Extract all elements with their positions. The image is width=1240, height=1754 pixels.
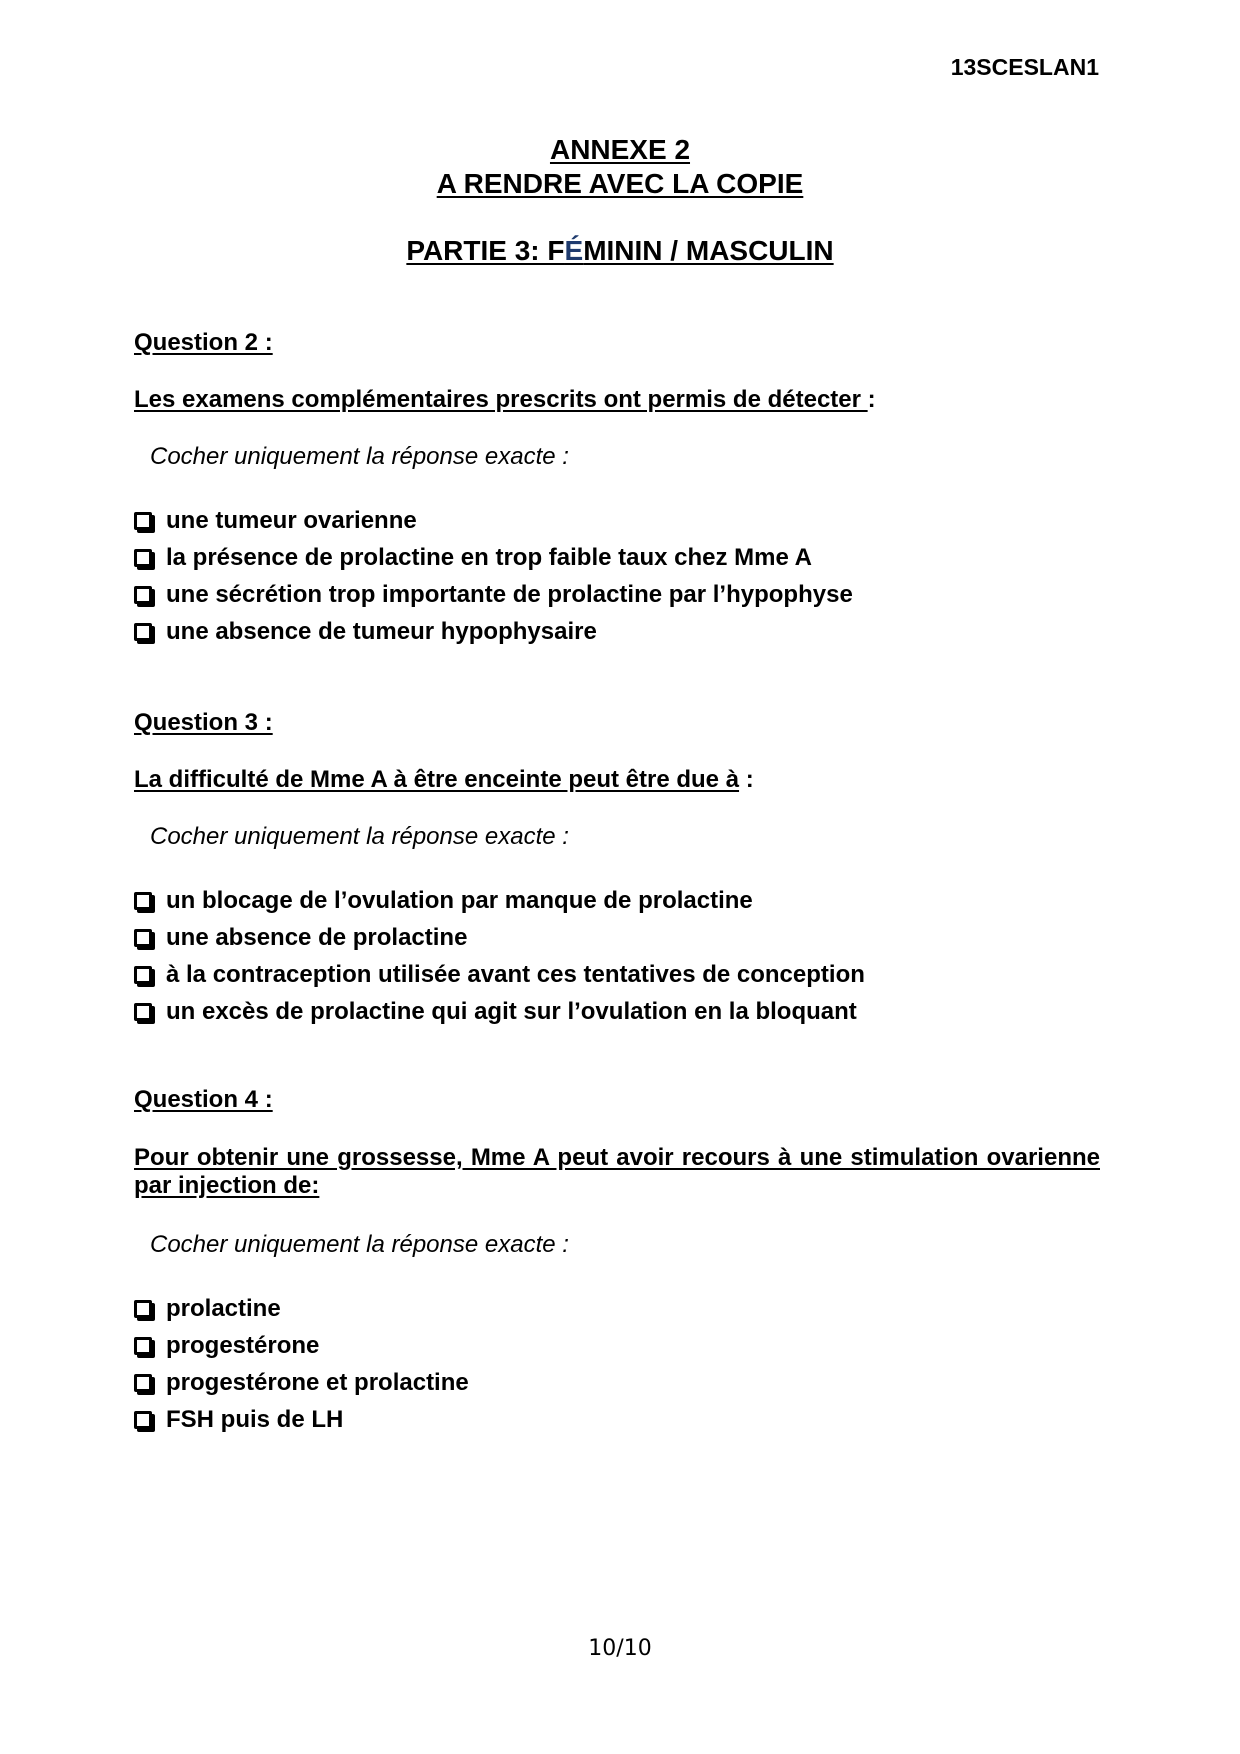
option-label: progestérone et prolactine [166,1369,469,1396]
part-title [0,235,1240,267]
question-2-prompt-tail: : [867,386,876,413]
q4-option-3 [134,1369,469,1397]
part-title-accent: É [564,235,584,266]
checkbox[interactable] [134,892,152,910]
question-3-prompt-text: La difficulté de Mme A à être enceinte peut être due à [134,766,740,793]
question-4-instruction: Cocher uniquement la réponse exacte : [150,1231,569,1258]
question-2-heading: Question 2 : [134,329,273,356]
q3-option-1 [134,887,753,915]
question-4-heading: Question 4 : [134,1086,273,1113]
checkbox[interactable] [134,966,152,984]
checkbox[interactable] [134,1300,152,1318]
option-label: à la contraception utilisée avant ces tentatives de conception [166,961,865,988]
annex-title: ANNEXE 2 [549,134,691,165]
checkbox[interactable] [134,1337,152,1355]
checkbox[interactable] [134,1003,152,1021]
question-2-prompt [134,386,876,414]
question-2-prompt-text: Les examens complémentaires prescrits ont permis de détecter [134,386,868,413]
question-2-instruction: Cocher uniquement la réponse exacte : [150,443,569,470]
checkbox[interactable] [134,512,152,530]
question-3-prompt-tail: : [739,766,754,793]
page-number: 10/10 [588,1636,652,1661]
checkbox[interactable] [134,586,152,604]
q3-option-2 [134,924,467,952]
option-label: FSH puis de LH [166,1406,344,1433]
option-label: un blocage de l’ovulation par manque de prolactine [166,887,753,914]
checkbox[interactable] [134,1411,152,1429]
option-label: une absence de prolactine [166,924,468,951]
option-label: un excès de prolactine qui agit sur l’ovulation en la bloquant [166,998,857,1025]
question-4-prompt: Pour obtenir une grossesse, Mme A peut avoir recours à une stimulation ovarienne par injection de: [134,1144,1100,1199]
checkbox[interactable] [134,549,152,567]
option-label: la présence de prolactine en trop faible taux chez Mme A [166,544,812,571]
q4-option-1 [134,1295,281,1323]
question-3-heading: Question 3 : [134,709,273,736]
option-label: une absence de tumeur hypophysaire [166,618,597,645]
q2-option-3 [134,581,853,609]
question-3-instruction: Cocher uniquement la réponse exacte : [150,823,569,850]
document-code: 13SCESLAN1 [950,54,1099,80]
checkbox[interactable] [134,1374,152,1392]
option-label: progestérone [166,1332,320,1359]
option-label: une tumeur ovarienne [166,507,417,534]
q2-option-2 [134,544,812,572]
q3-option-3 [134,961,865,989]
q4-option-2 [134,1332,319,1360]
checkbox[interactable] [134,623,152,641]
q2-option-1 [134,507,417,535]
part-title-prefix: PARTIE 3: F [406,235,565,266]
q3-option-4 [134,998,857,1026]
question-3-prompt [134,766,754,794]
option-label: prolactine [166,1295,281,1322]
option-label: une sécrétion trop importante de prolactine par l’hypophyse [166,581,853,608]
part-title-suffix: MININ / MASCULIN [583,235,834,266]
checkbox[interactable] [134,929,152,947]
q2-option-4 [134,618,597,646]
q4-option-4 [134,1406,343,1434]
annex-subtitle: A RENDRE AVEC LA COPIE [436,168,804,199]
